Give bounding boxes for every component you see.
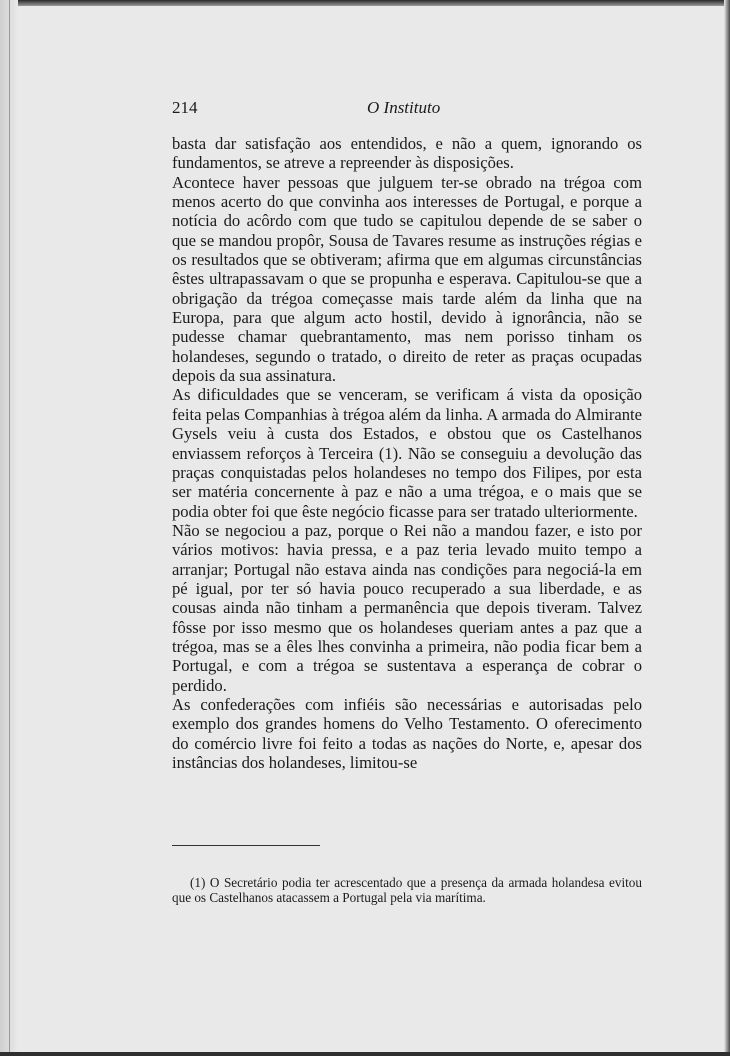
paragraph: Não se negociou a paz, porque o Rei não a mandou fazer, e isto por vários motivos: havia pressa, e a paz teria levado muito tempo a arranjar; Portugal não estava ainda nas condições para negociá-la em pé igual, por ter só havia pouco recuperado a sua liberdade, e as cousas ainda não tinham a permanência que depois tiveram. Talvez fôsse por isso mesmo que os holandeses queriam antes a paz que a trégoa, mas se a êles lhes convinha a primeira, não podia ficar bem a Portugal, e com a trégoa se sustentava a esperança de cobrar o perdido.: [172, 520, 642, 695]
footnote-divider: [172, 845, 320, 846]
scan-edge-bottom: [0, 1052, 730, 1056]
scan-edge-right: [724, 0, 730, 1056]
scan-edge-top: [0, 0, 730, 6]
running-head: [172, 98, 642, 122]
footnote: (1) O Secretário podia ter acrescentado que a presença da armada holandesa evitou que os Castelhanos atacassem a Portugal pela via marítima.: [172, 875, 642, 905]
paragraph: basta dar satisfação aos entendidos, e não a quem, ignorando os fundamentos, se atreve a repreender às disposições.: [172, 134, 642, 173]
paragraph: As dificuldades que se venceram, se verificam á vista da oposição feita pelas Companhias à trégoa além da linha. A armada do Almirante Gysels veiu à custa dos Estados, e obstou que os Castelhanos enviassem reforços à Terceira (1). Não se conseguiu a devolução das praças conquistadas pelos holandeses no tempo dos Filipes, por esta ser matéria concernente à paz e não a uma trégoa, e o mais que se podia obter foi que êste negócio ficasse para ser tratado ulteriormente.: [172, 385, 642, 521]
page-number: 214: [172, 98, 198, 117]
paragraph: Acontece haver pessoas que julguem ter-se obrado na trégoa com menos acerto do que convinha aos interesses de Portugal, e porque a notícia do acôrdo com que tudo se capitulou depende de se saber o que se mandou propôr, Sousa de Tavares resume as instruções régias e os resultados que se obtiveram; afirma que em algumas circunstâncias êstes ultrapassavam o que se propunha e esperava. Capitulou-se que a obrigação da trégoa começasse mais tarde além da linha que na Europa, para que algum acto hostil, devido à ignorância, não se pudesse chamar quebrantamento, mas nem porisso tinham os holandeses, segundo o tratado, o direito de reter as praças ocupadas depois da sua assinatura.: [172, 172, 642, 386]
body-text: [172, 134, 642, 772]
paragraph: As confederações com infiéis são necessárias e autorisadas pelo exemplo dos grandes homens do Velho Testamento. O oferecimento do comércio livre foi feito a todas as nações do Norte, e, apesar dos instâncias dos holandeses, limitou-se: [172, 694, 642, 772]
scan-edge-left: [0, 0, 18, 1056]
running-title: O Instituto: [367, 98, 441, 117]
